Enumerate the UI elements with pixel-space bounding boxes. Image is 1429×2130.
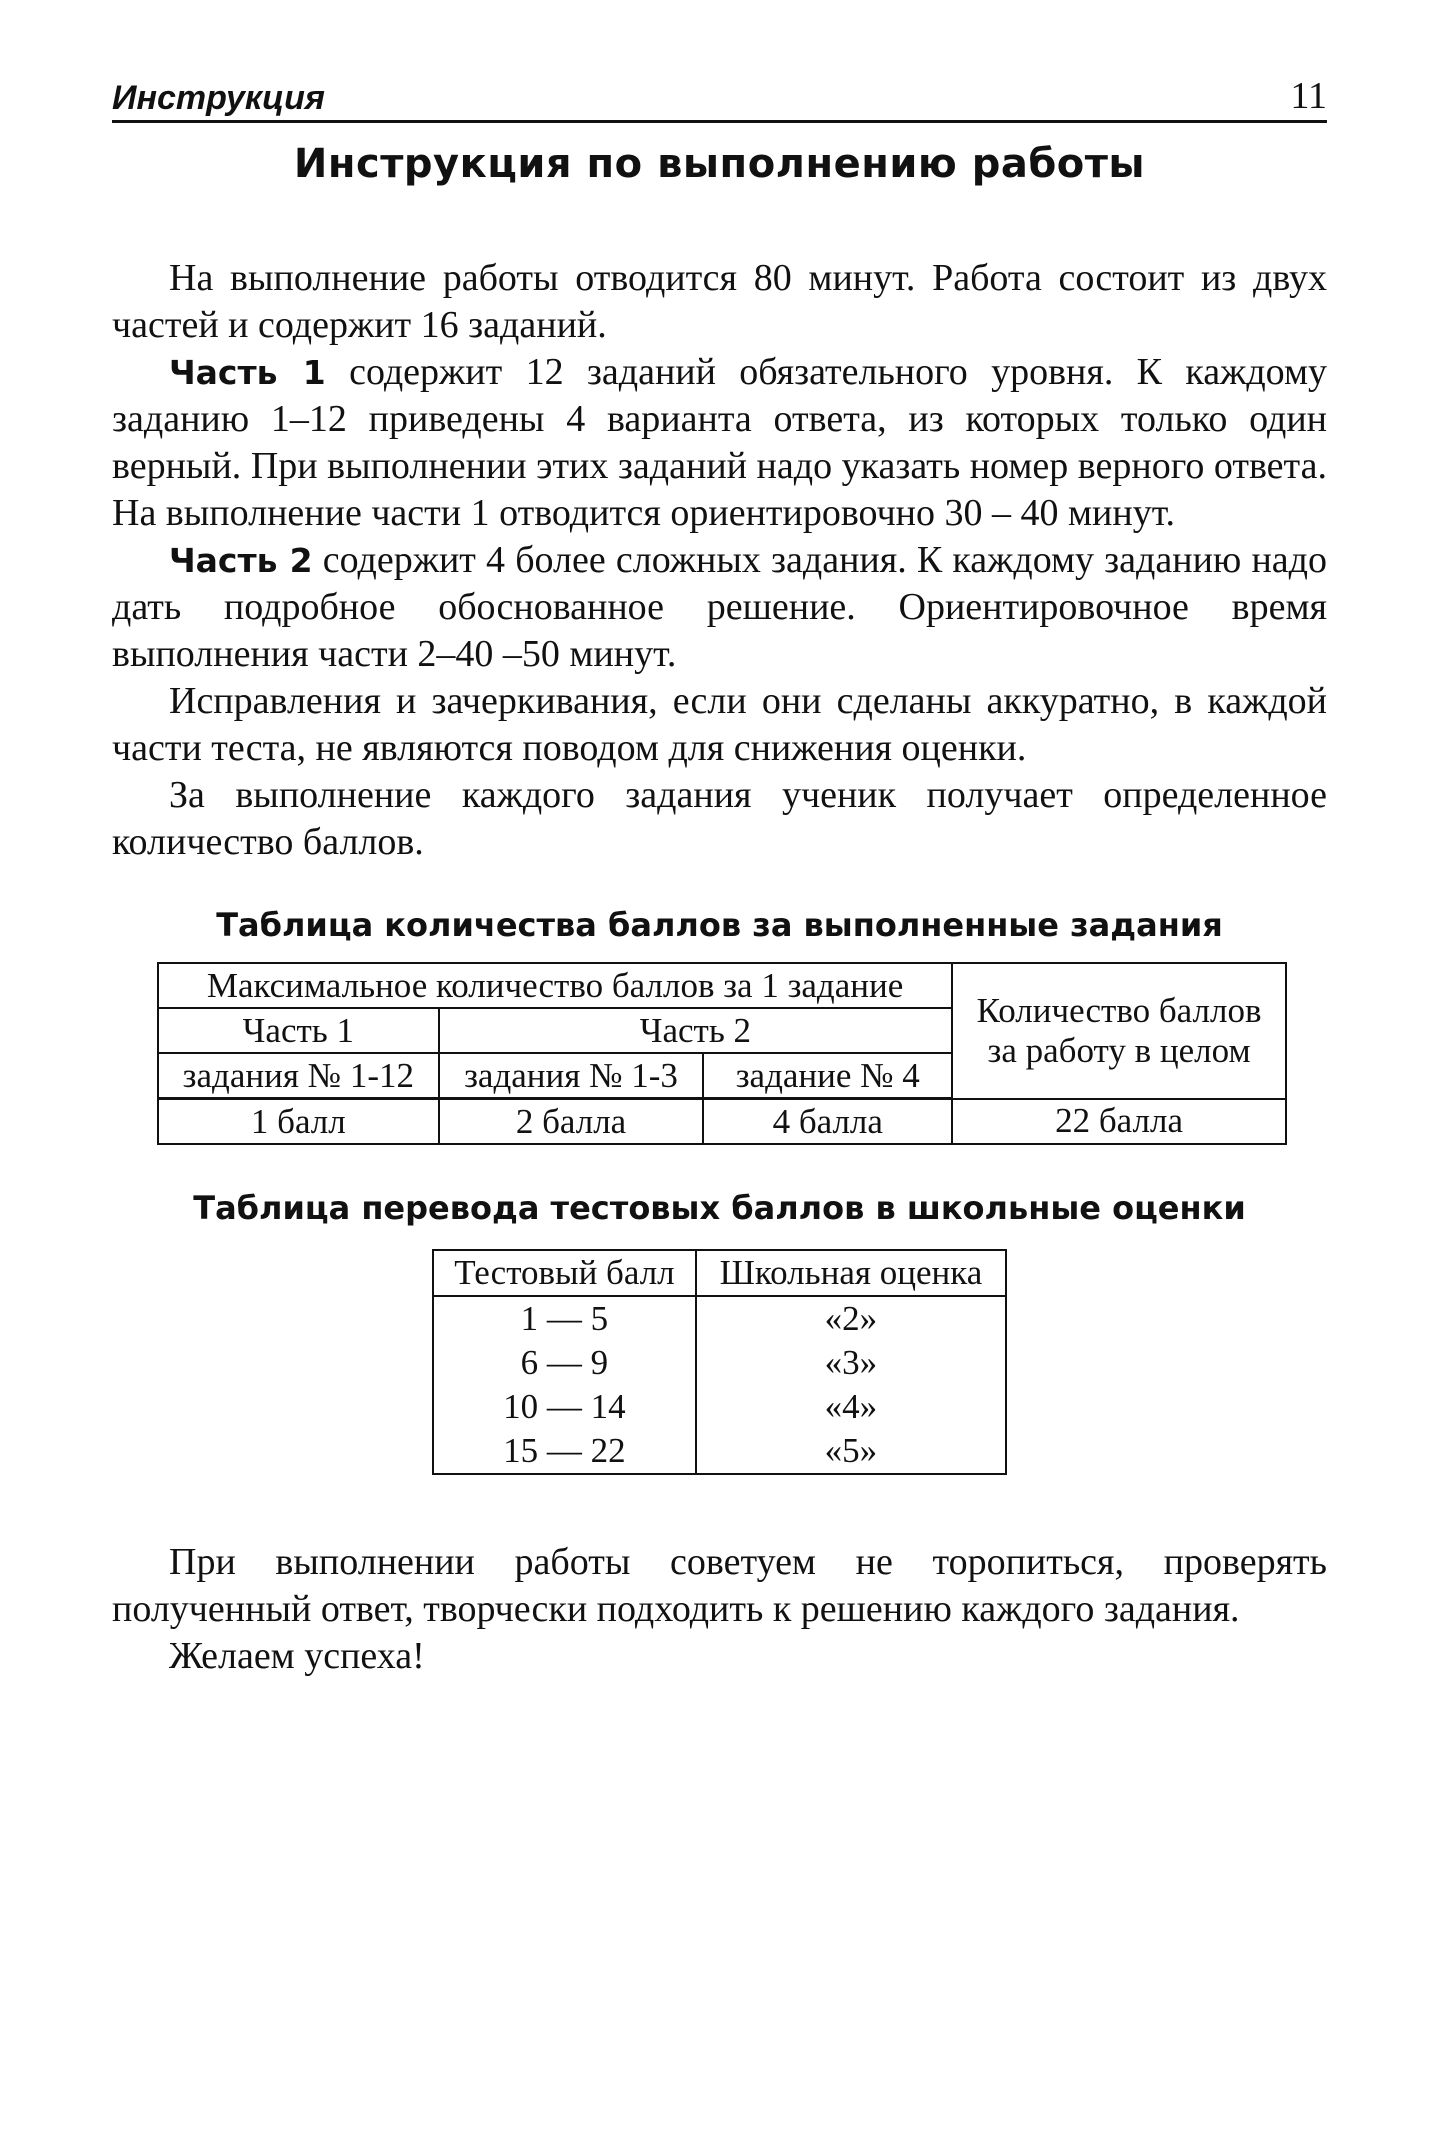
paragraph-part1 xyxy=(112,349,1327,537)
page-title: Инструкция по выполнению работы xyxy=(293,141,1146,187)
running-header-section: Инструкция xyxy=(112,79,325,117)
max-points-header: Максимальное количество баллов за 1 задание xyxy=(158,963,952,1008)
paragraph-intro: На выполнение работы отводится 80 минут. Работа состоит из двух частей и содержит 16 заданий. xyxy=(112,257,1327,346)
tasks-1-12-header: задания № 1-12 xyxy=(158,1053,439,1099)
grade-column-header: Школьная оценка xyxy=(696,1250,1006,1296)
total-points: 22 балла xyxy=(952,1099,1286,1145)
table-row xyxy=(433,1296,1006,1341)
document-page xyxy=(112,60,1327,1680)
part1-points: 1 балл xyxy=(158,1099,439,1145)
page-number: 11 xyxy=(1290,75,1327,117)
table-row xyxy=(433,1385,1006,1429)
paragraph-part2 xyxy=(112,537,1327,678)
running-header xyxy=(112,60,1327,123)
grades-table xyxy=(432,1249,1007,1475)
part1-label: Часть 1 xyxy=(169,353,326,392)
score-cell: 1 — 5 xyxy=(433,1296,696,1341)
tasks-1-3-points: 2 балла xyxy=(439,1099,704,1145)
score-column-header: Тестовый балл xyxy=(433,1250,696,1296)
grade-cell: «2» xyxy=(696,1296,1006,1341)
part1-text: содержит 12 заданий обязательного уровня. К каждому заданию 1–12 приведены 4 варианта ответа, из которых только один верный. При выполнении этих заданий надо указать номер верного ответа. На выполнение части 1 отводится ориентировочно 30 – 40 минут. xyxy=(112,351,1327,534)
table-row xyxy=(433,1341,1006,1385)
part1-header: Часть 1 xyxy=(158,1008,439,1053)
total-points-header: Количество баллов за работу в целом xyxy=(952,963,1286,1099)
part2-header: Часть 2 xyxy=(439,1008,952,1053)
paragraph-advice: При выполнении работы советуем не торопиться, проверять полученный ответ, творчески подходить к решению каждого задания. xyxy=(112,1541,1327,1630)
task-4-header: задание № 4 xyxy=(703,1053,952,1099)
tasks-1-3-header: задания № 1-3 xyxy=(439,1053,704,1099)
paragraph-good-luck: Желаем успеха! xyxy=(169,1635,425,1677)
score-cell: 6 — 9 xyxy=(433,1341,696,1385)
table-row xyxy=(433,1429,1006,1474)
score-cell: 15 — 22 xyxy=(433,1429,696,1474)
points-table-title: Таблица количества баллов за выполненные задания xyxy=(216,906,1223,944)
part2-label: Часть 2 xyxy=(169,541,313,580)
grades-table-title: Таблица перевода тестовых баллов в школьные оценки xyxy=(193,1189,1246,1227)
points-table xyxy=(157,962,1287,1145)
paragraph-corrections: Исправления и зачеркивания, если они сделаны аккуратно, в каждой части теста, не являются поводом для снижения оценки. xyxy=(112,680,1327,769)
paragraph-scoring: За выполнение каждого задания ученик получает определенное количество баллов. xyxy=(112,774,1327,863)
grade-cell: «3» xyxy=(696,1341,1006,1385)
grade-cell: «4» xyxy=(696,1385,1006,1429)
score-cell: 10 — 14 xyxy=(433,1385,696,1429)
task-4-points: 4 балла xyxy=(703,1099,952,1145)
grade-cell: «5» xyxy=(696,1429,1006,1474)
part2-text: содержит 4 более сложных задания. К каждому заданию надо дать подробное обоснованное решение. Ориентировочное время выполнения части 2–40 –50 минут. xyxy=(112,539,1327,675)
